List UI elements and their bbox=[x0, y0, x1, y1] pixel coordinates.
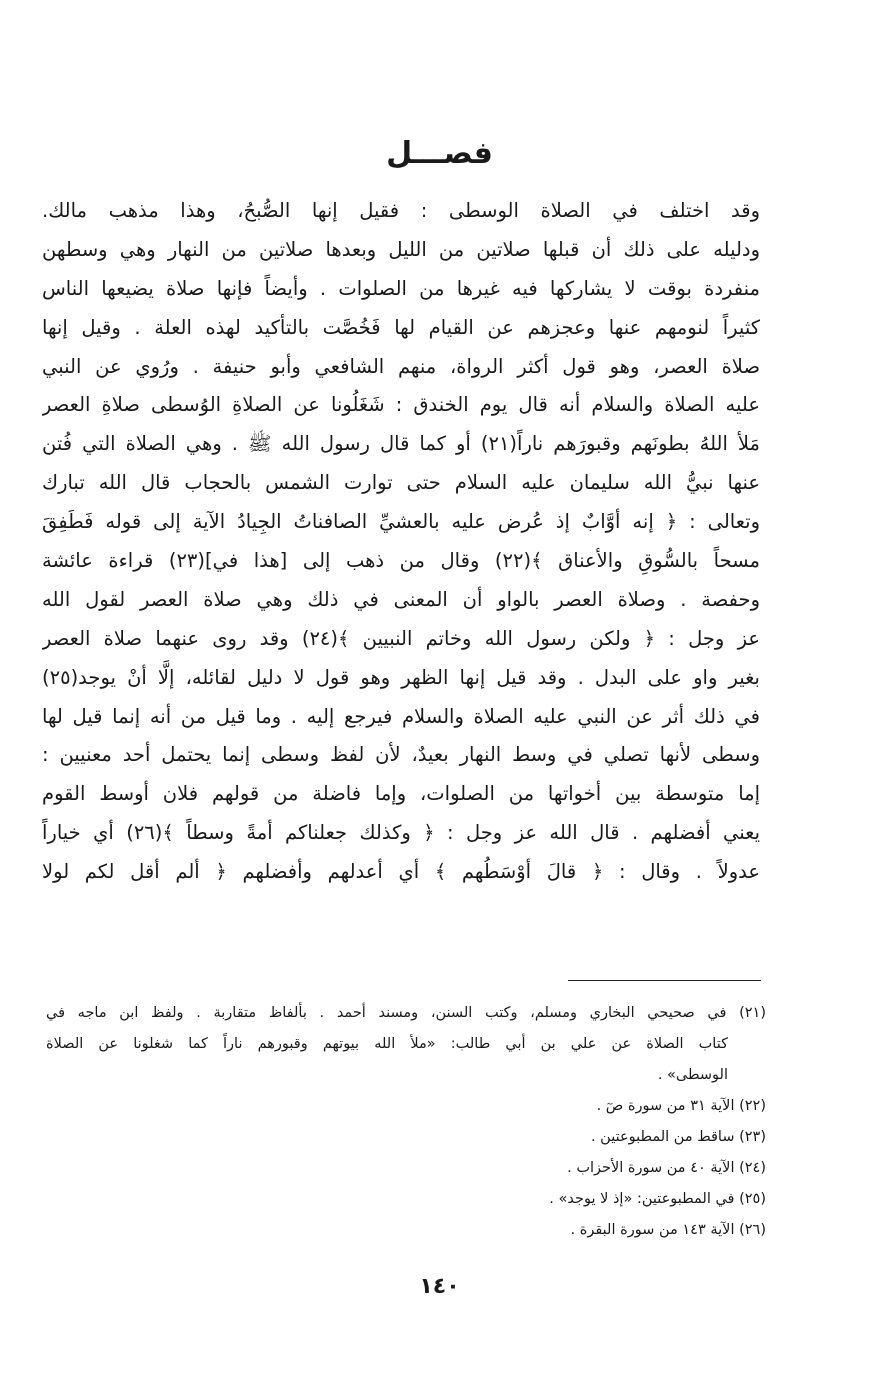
body-line: ودليله على ذلك أن قبلها صلاتين من الليل وبعدها صلاتين من النهار وهي وسطهن bbox=[42, 237, 760, 261]
footnote: (٢١) في صحيحي البخاري ومسلم، وكتب السنن، ومسند أحمد . بألفاظ متقاربة . ولفظ ابن ماجه في bbox=[46, 1005, 766, 1021]
body-line: عدولاً . وقال : ﴿ قالَ أوْسَطُهم ﴾ أي أعدلهم وأفضلهم ﴿ ألم أقل لكم لولا bbox=[42, 860, 760, 884]
body-line: مَلأ اللهُ بطونَهم وقبورَهم ناراً(٢١) أو كما قال رسول الله ﷺ . وهي الصلاة التي فُتن bbox=[42, 432, 760, 456]
footnote-separator bbox=[568, 980, 761, 981]
section-heading: فصـــل bbox=[386, 136, 493, 171]
footnote-continuation: كتاب الصلاة عن علي بن أبي طالب: «ملأ الله بيوتهم وقبورهم ناراً كما شغلونا عن الصلاة bbox=[46, 1036, 728, 1052]
body-line: في ذلك أثر عن النبي عليه الصلاة والسلام فيرجع إليه . وما قيل من أنه إنما قيل لها bbox=[42, 704, 760, 728]
footnote: (٢٣) ساقط من المطبوعتين . bbox=[590, 1129, 766, 1145]
page-number: ١٤٠ bbox=[419, 1274, 460, 1299]
footnote: (٢٦) الآية ١٤٣ من سورة البقرة . bbox=[570, 1222, 766, 1238]
body-line: إما متوسطة بين أخواتها من الصلوات، وإما فاضلة من قولهم فلان أوسط القوم bbox=[42, 782, 760, 806]
body-line: وتعالى : ﴿ إنه أوَّابٌ إذ عُرض عليه بالعشيِّ الصافناتُ الجِيادُ الآية إلى قوله فَطَفِقَ bbox=[42, 510, 760, 534]
body-line: يعني أفضلهم . قال الله عز وجل : ﴿ وكذلك جعلناكم أمةً وسطاً ﴾(٢٦) أي خياراً bbox=[42, 821, 760, 845]
body-line: عز وجل : ﴿ ولكن رسول الله وخاتم النبيين ﴾(٢٤) وقد روى عنهما صلاة العصر bbox=[42, 626, 760, 650]
footnote-continuation: الوسطى» . bbox=[657, 1067, 728, 1083]
body-line: عنها نبيُّ الله سليمان عليه السلام حتى توارت الشمس بالحجاب قال الله تبارك bbox=[42, 471, 760, 495]
body-line: وسطى لأنها تصلي في وسط النهار بعيدٌ، لأن لفظ وسطى إنما يحتمل أحد معنيين : bbox=[42, 743, 760, 767]
body-line: عليه الصلاة والسلام أنه قال يوم الخندق : شَغَلُونا عن الصلاةِ الوُسطى صلاةِ العصر bbox=[42, 393, 760, 417]
body-text bbox=[42, 192, 760, 892]
footnote: (٢٥) في المطبوعتين: «إذ لا يوجد» . bbox=[549, 1191, 766, 1207]
footnote: (٢٤) الآية ٤٠ من سورة الأحزاب . bbox=[567, 1160, 766, 1176]
footnotes bbox=[46, 998, 766, 1246]
body-line: وقد اختلف في الصلاة الوسطى : فقيل إنها الصُّبحُ، وهذا مذهب مالك. bbox=[42, 199, 760, 222]
body-line: وحفصة . وصلاة العصر بالواو أن المعنى في ذلك وهي صلاة العصر لقول الله bbox=[42, 587, 760, 611]
body-line: بغير واو على البدل . وقد قيل إنها الظهر وهو قول لا دليل لقائله، إلَّا أنْ يوجد(٢٥) bbox=[42, 665, 760, 689]
body-line: صلاة العصر، وهو قول أكثر الرواة، منهم الشافعي وأبو حنيفة . ورُوي عن النبي bbox=[42, 354, 760, 378]
body-line: كثيراً لنومهم عنها وعجزهم عن القيام لها فَخُصَّت بالتأكيد لهذه العلة . وقيل إنها bbox=[42, 315, 760, 339]
body-line: منفردة بوقت لا يشاركها فيه غيرها من الصلوات . وأيضاً فإنها صلاة يضيعها الناس bbox=[42, 276, 760, 300]
body-line: مسحاً بالسُّوقِ والأعناق ﴾(٢٢) وقال من ذهب إلى [هذا في](٢٣) قراءة عائشة bbox=[42, 549, 760, 573]
footnote: (٢٢) الآية ٣١ من سورة صٓ . bbox=[596, 1098, 766, 1114]
